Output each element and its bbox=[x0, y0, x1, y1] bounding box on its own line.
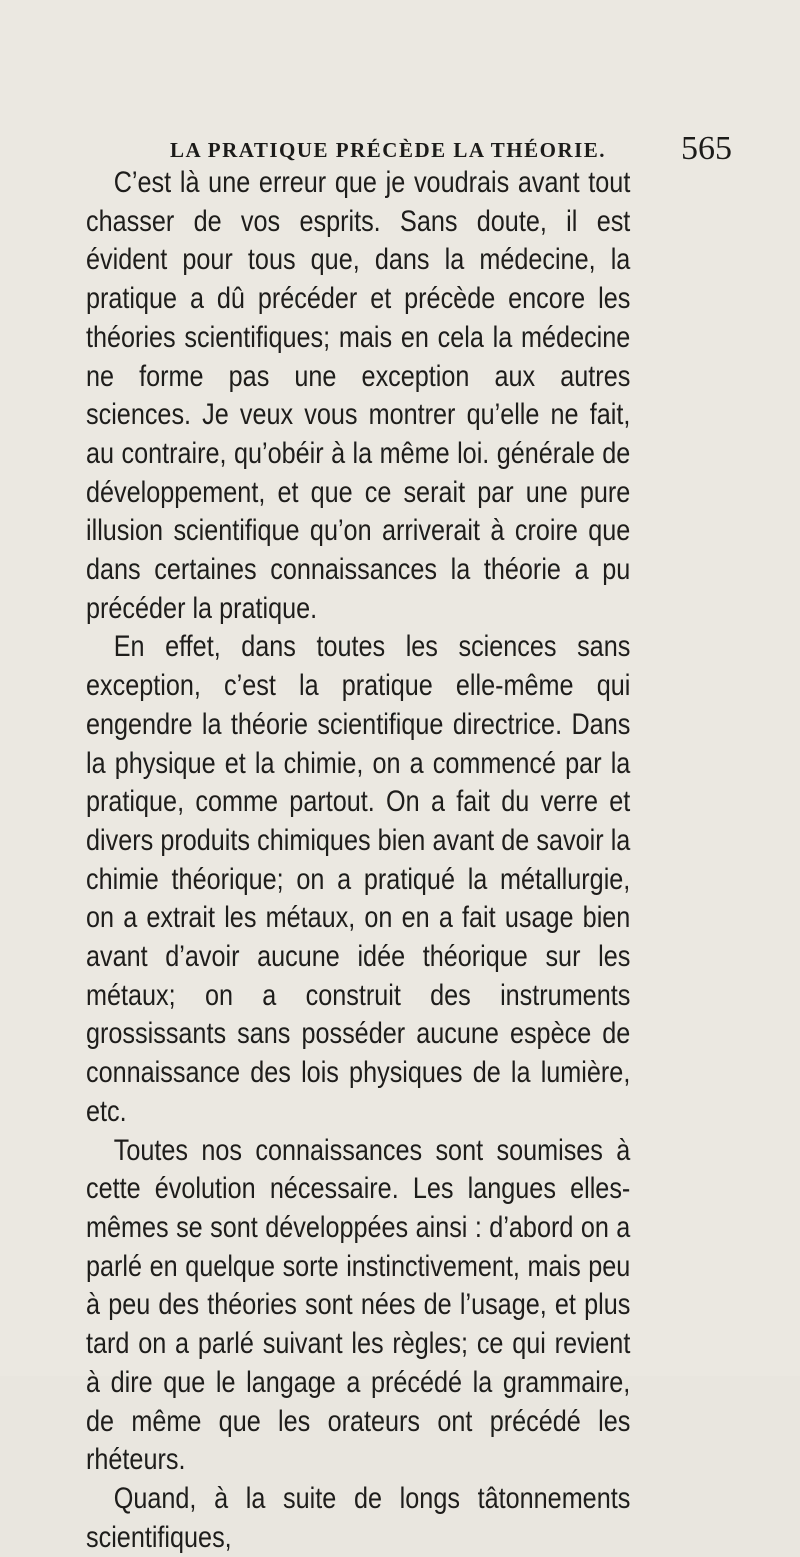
paragraph-1: C’est là une erreur que je voudrais avant tout chasser de vos esprits. Sans doute, il est évident pour tous que, dans la médecine, la pratique a dû précéder et précède encore les théories scientifiques; mais en cela la médecine ne forme pas une exception aux autres sciences. Je veux vous montrer qu’elle ne fait, au contraire, qu’obéir à la même loi. générale de développement, et que ce serait par une pure illusion scientifique qu’on arriverait à croire que dans certaines connaissances la théorie a pu précéder la pratique. bbox=[86, 166, 631, 625]
paragraph-3: Toutes nos connaissances sont soumises à cette évolution nécessaire. Les langues elles-mêmes se sont développées ainsi : d’abord on a parlé en quelque sorte instinctivement, mais peu à peu des théories sont nées de l’usage, et plus tard on a parlé suivant les règles; ce qui revient à dire que le langage a précédé la grammaire, de même que les orateurs ont précédé les rhéteurs. bbox=[86, 1133, 631, 1477]
page-number: 565 bbox=[681, 130, 732, 167]
page-header bbox=[170, 130, 732, 166]
paragraph-2: En effet, dans toutes les sciences sans exception, c’est la pratique elle-même qui engendre la théorie scientifique directrice. Dans la physique et la chimie, on a commencé par la pratique, comme partout. On a fait du verre et divers produits chimiques bien avant de savoir la chimie théorique; on a pratiqué la métallurgie, on a extrait les métaux, on en a fait usage bien avant d’avoir aucune idée théorique sur les métaux; on a construit des instruments grossissants sans posséder aucune espèce de connaissance des lois physiques de la lumière, etc. bbox=[86, 630, 631, 1128]
paragraph-4: Quand, à la suite de longs tâtonnements scientifiques, bbox=[86, 1481, 631, 1554]
running-title: LA PRATIQUE PRÉCÈDE LA THÉORIE. bbox=[170, 138, 607, 162]
body-text bbox=[86, 164, 630, 1557]
